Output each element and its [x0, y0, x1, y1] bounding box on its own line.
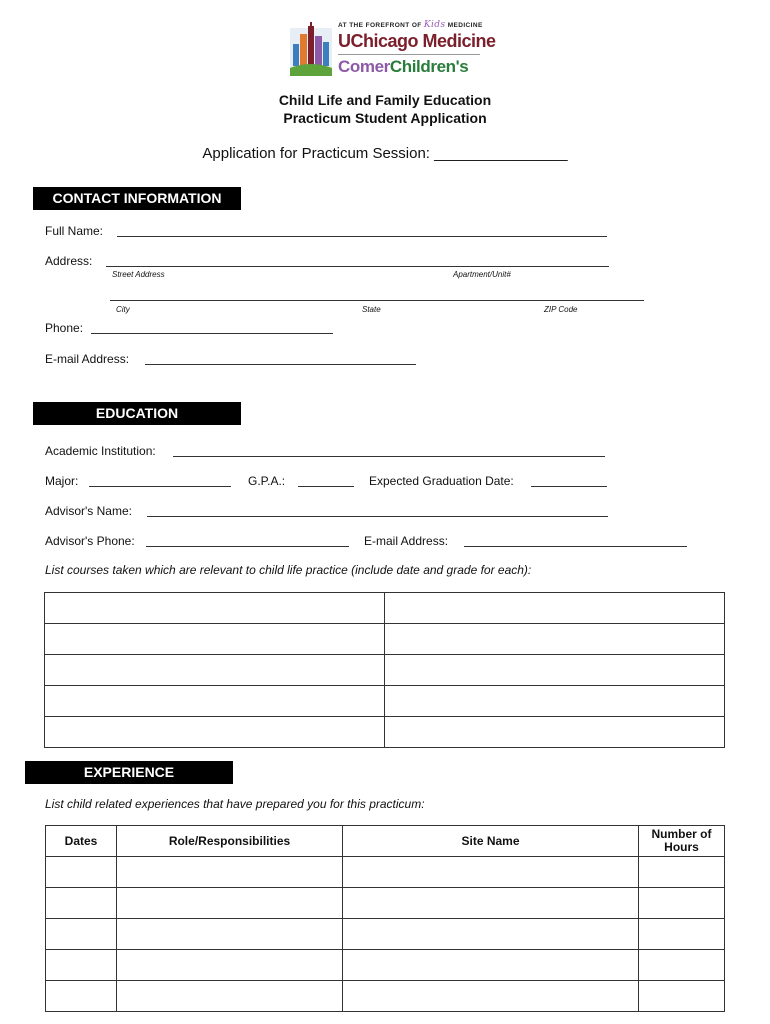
practicum-session-label: Application for Practicum Session: ________________ [202, 145, 568, 162]
gpa-field[interactable] [298, 486, 354, 487]
hours-cell[interactable] [639, 981, 725, 1012]
dates-cell[interactable] [46, 981, 117, 1012]
logo-divider [338, 54, 480, 55]
table-row [45, 624, 725, 655]
table-row [45, 717, 725, 748]
site-cell[interactable] [343, 950, 639, 981]
logo-tagline: AT THE FOREFRONT OF Kids MEDICINE [338, 20, 483, 30]
phone-field[interactable] [91, 333, 333, 334]
city-caption: City [116, 305, 130, 314]
dates-cell[interactable] [46, 950, 117, 981]
street-address-field[interactable] [106, 266, 609, 267]
role-cell[interactable] [117, 981, 343, 1012]
role-cell[interactable] [117, 950, 343, 981]
column-header-hours: Number of Hours [639, 826, 725, 857]
column-header-dates: Dates [46, 826, 117, 857]
document-title: Child Life and Family Education [278, 92, 492, 108]
dates-cell[interactable] [46, 888, 117, 919]
hours-cell[interactable] [639, 888, 725, 919]
hours-cell[interactable] [639, 950, 725, 981]
course-cell[interactable] [45, 686, 385, 717]
role-cell[interactable] [117, 888, 343, 919]
table-row [46, 888, 725, 919]
table-row [46, 950, 725, 981]
advisor-name-label: Advisor's Name: [45, 504, 132, 518]
logo-comer-childrens: ComerChildren's [338, 57, 469, 76]
advisor-name-field[interactable] [147, 516, 608, 517]
hours-cell[interactable] [639, 857, 725, 888]
site-cell[interactable] [343, 857, 639, 888]
major-label: Major: [45, 474, 79, 488]
table-row [45, 686, 725, 717]
table-row [46, 981, 725, 1012]
document-subtitle: Practicum Student Application [283, 110, 487, 126]
course-cell[interactable] [45, 593, 385, 624]
course-cell[interactable] [45, 717, 385, 748]
city-state-zip-field[interactable] [110, 300, 644, 301]
street-address-caption: Street Address [112, 270, 165, 279]
uchicago-comer-logo [290, 18, 496, 80]
state-caption: State [362, 305, 381, 314]
institution-field[interactable] [173, 456, 605, 457]
courses-table [44, 592, 725, 748]
experience-prompt: List child related experiences that have prepared you for this practicum: [45, 797, 425, 811]
course-cell[interactable] [385, 624, 725, 655]
course-cell[interactable] [385, 593, 725, 624]
course-cell[interactable] [385, 686, 725, 717]
table-row [46, 857, 725, 888]
contact-section-header: CONTACT INFORMATION [33, 187, 241, 210]
address-label: Address: [45, 254, 93, 268]
column-header-role: Role/Responsibilities [117, 826, 343, 857]
advisor-email-field[interactable] [464, 546, 687, 547]
table-header-row [46, 826, 725, 857]
logo-uchicago-medicine: UChicago Medicine [338, 31, 496, 51]
course-cell[interactable] [45, 624, 385, 655]
gpa-label: G.P.A.: [248, 474, 286, 488]
course-cell[interactable] [45, 655, 385, 686]
courses-prompt: List courses taken which are relevant to child life practice (include date and grade for each): [45, 563, 532, 577]
zip-caption: ZIP Code [544, 305, 578, 314]
course-cell[interactable] [385, 655, 725, 686]
advisor-phone-field[interactable] [146, 546, 349, 547]
full-name-field[interactable] [117, 236, 607, 237]
full-name-label: Full Name: [45, 224, 104, 238]
column-header-site: Site Name [343, 826, 639, 857]
site-cell[interactable] [343, 981, 639, 1012]
phone-label: Phone: [45, 321, 84, 335]
table-row [45, 593, 725, 624]
hours-cell[interactable] [639, 919, 725, 950]
major-field[interactable] [89, 486, 231, 487]
dates-cell[interactable] [46, 919, 117, 950]
graduation-date-label: Expected Graduation Date: [369, 474, 514, 488]
course-cell[interactable] [385, 717, 725, 748]
email-field[interactable] [145, 364, 416, 365]
city-skyline-logo-icon [290, 22, 332, 76]
site-cell[interactable] [343, 919, 639, 950]
experience-section-header: EXPERIENCE [25, 761, 233, 784]
education-section-header: EDUCATION [33, 402, 241, 425]
advisor-email-label: E-mail Address: [364, 534, 449, 548]
institution-label: Academic Institution: [45, 444, 156, 458]
site-cell[interactable] [343, 888, 639, 919]
apartment-caption: Apartment/Unit# [453, 270, 511, 279]
dates-cell[interactable] [46, 857, 117, 888]
role-cell[interactable] [117, 857, 343, 888]
table-row [46, 919, 725, 950]
email-label: E-mail Address: [45, 352, 130, 366]
advisor-phone-label: Advisor's Phone: [45, 534, 135, 548]
table-row [45, 655, 725, 686]
experience-table [45, 825, 725, 1012]
graduation-date-field[interactable] [531, 486, 607, 487]
role-cell[interactable] [117, 919, 343, 950]
